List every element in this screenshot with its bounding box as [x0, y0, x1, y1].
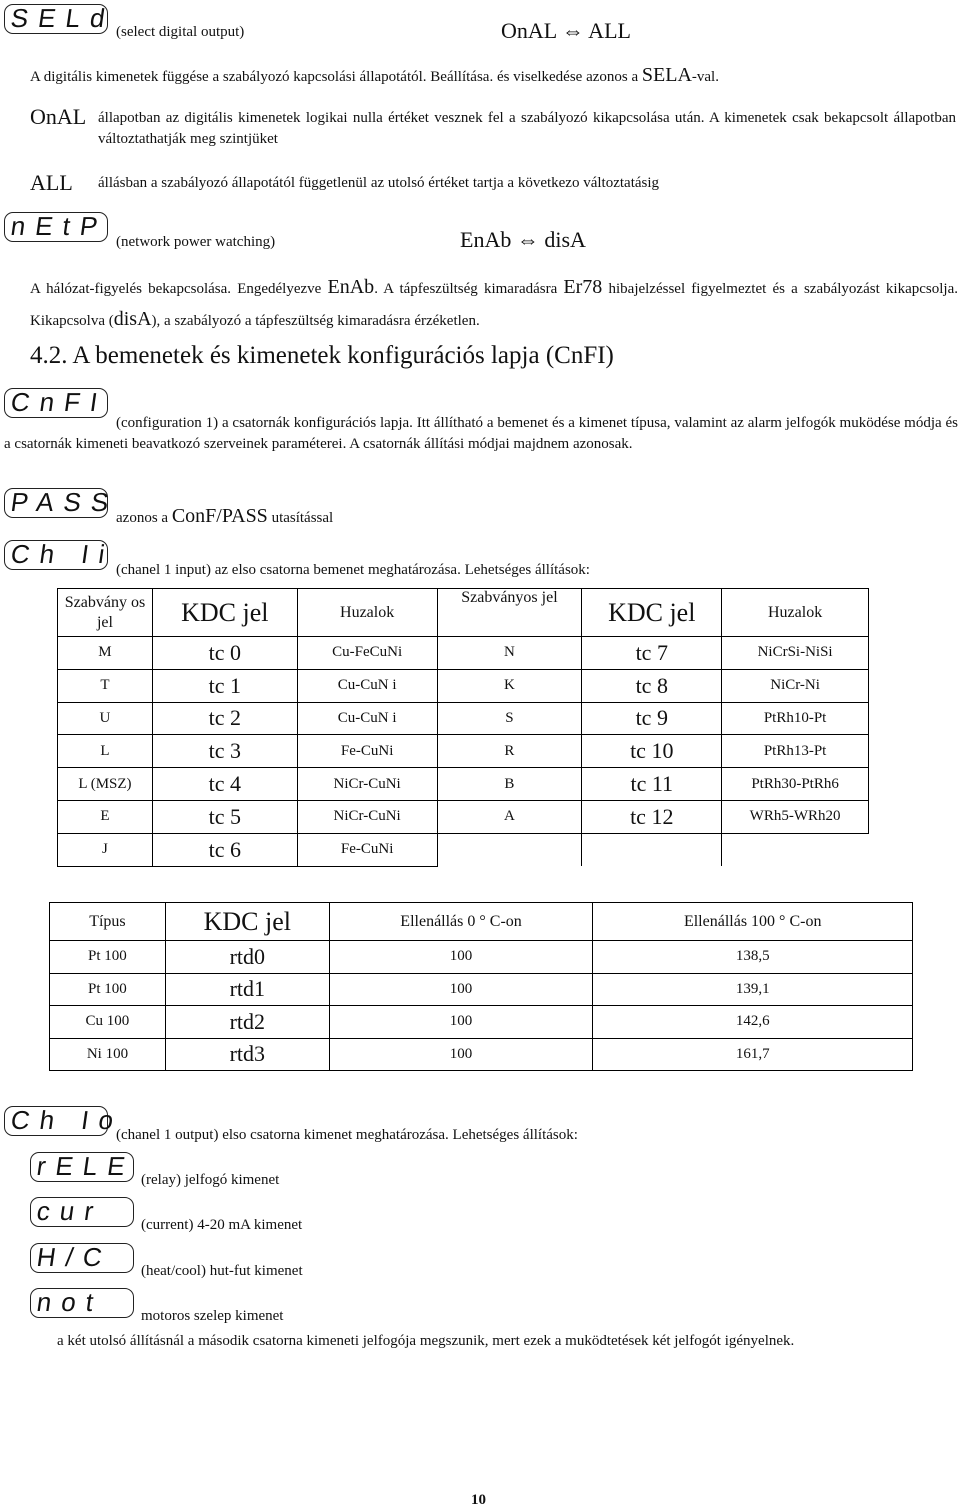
chio-code: Ch Io — [8, 1105, 126, 1135]
rtd-table-cell: 139,1 — [593, 973, 913, 1006]
tc-header-cell: Szabványos jel — [437, 589, 582, 637]
tc-table-row — [58, 833, 869, 866]
rtd-table-row — [50, 1038, 913, 1071]
output-option-display — [30, 1151, 137, 1182]
tc-table-cell: Fe-CuNi — [297, 833, 437, 866]
rtd-table-cell: rtd0 — [165, 941, 329, 974]
rtd-table-cell: 161,7 — [593, 1038, 913, 1071]
output-option-code: cur — [34, 1196, 106, 1226]
tc-table-cell: tc 3 — [152, 735, 297, 768]
tc-header-row — [58, 589, 869, 637]
chii-code: Ch Ii — [8, 539, 117, 569]
tc-table-cell: NiCr-CuNi — [297, 800, 437, 833]
tc-table-row — [58, 702, 869, 735]
pass-text — [116, 505, 333, 528]
disa-term: disA — [113, 308, 152, 330]
tc-table-cell: WRh5-WRh20 — [722, 800, 869, 833]
tc-table-cell: tc 11 — [582, 768, 722, 801]
rtd-table-cell: Pt 100 — [50, 941, 166, 974]
tc-table-cell: tc 10 — [582, 735, 722, 768]
er78-term: Er78 — [563, 276, 603, 298]
tc-table-cell: B — [437, 768, 582, 801]
netp-paragraph — [30, 272, 958, 336]
rtd-table-cell: rtd1 — [165, 973, 329, 1006]
all-text: állásban a szabályozó állapotától függetlenül az utolsó értéket tartja a következo változtatásig — [98, 175, 660, 191]
tc-table-cell: Cu-CuN i — [297, 702, 437, 735]
rtd-table-cell: Pt 100 — [50, 973, 166, 1006]
tc-header-cell: Huzalok — [297, 589, 437, 637]
rtd-table-cell: rtd3 — [165, 1038, 329, 1071]
rtd-table-row — [50, 941, 913, 974]
tc-table-cell: NiCr-CuNi — [297, 768, 437, 801]
seld-paragraph-text: A digitális kimenetek függése a szabályozó kapcsolási állapotától. Beállítása. és viselkedése azonos a — [30, 69, 642, 85]
netp-options: EnAb ⇔ disA — [460, 227, 586, 252]
tc-table-cell: tc 5 — [152, 800, 297, 833]
pass-display — [4, 487, 121, 518]
rtd-table-cell: 138,5 — [593, 941, 913, 974]
rtd-table-cell: 100 — [329, 1038, 593, 1071]
rtd-table-cell: rtd2 — [165, 1006, 329, 1039]
rtd-table-cell: 100 — [329, 941, 593, 974]
tc-table-cell: PtRh10-Pt — [722, 702, 869, 735]
tc-table-row — [58, 768, 869, 801]
tc-table-row — [58, 735, 869, 768]
pass-text-2: utasítással — [267, 510, 334, 526]
output-option-description: (heat/cool) hut-fut kimenet — [141, 1263, 303, 1279]
onal-label: OnAL — [30, 104, 87, 129]
output-option-code: not — [34, 1287, 106, 1317]
tc-table-cell — [437, 833, 582, 866]
tc-header-cell: KDC jel — [582, 589, 722, 637]
footer-note: a két utolsó állításnál a második csatorna kimeneti jelfogója megszunik, mert ezek a muködtetések két jelfogót igényelnek. — [57, 1333, 795, 1349]
output-option-code: rELE — [34, 1151, 137, 1181]
netp-description: (network power watching) — [116, 234, 276, 250]
tc-table-cell: tc 2 — [152, 702, 297, 735]
seld-options: OnAL ⇔ ALL — [501, 18, 631, 43]
cnfi-text: (configuration 1) a csatornák konfigurációs lapja. Itt állítható a bemenet és a kimenet típusa, valamint az alarm jelfogók muködése módja és a csatornák kimeneti beavatkozó szerveinek paraméterei. A csatornák állítási módjai majdnem azonosak. — [4, 415, 958, 452]
tc-table-cell: S — [437, 702, 582, 735]
netp-text-1: A hálózat-figyelés bekapcsolása. Engedélyezve — [30, 281, 328, 297]
seld-description: (select digital output) — [116, 24, 245, 40]
tc-table-cell: tc 9 — [582, 702, 722, 735]
chio-description: (chanel 1 output) elso csatorna kimenet meghatározása. Lehetséges állítások: — [116, 1127, 578, 1143]
output-option-display — [30, 1243, 134, 1273]
tc-table-cell: N — [437, 637, 582, 670]
chii-display — [4, 539, 117, 570]
tc-table-cell: L — [58, 735, 153, 768]
rtd-table-cell: 100 — [329, 1006, 593, 1039]
tc-table-cell — [582, 833, 722, 866]
cnfi-code: CnFI — [8, 387, 110, 417]
tc-table-cell: A — [437, 800, 582, 833]
tc-table-cell: tc 8 — [582, 669, 722, 702]
seld-paragraph — [30, 64, 719, 87]
tc-table-cell: tc 7 — [582, 637, 722, 670]
tc-table-cell: M — [58, 637, 153, 670]
tc-table-cell: tc 6 — [152, 833, 297, 866]
tc-table-cell: tc 12 — [582, 800, 722, 833]
tc-table-cell: tc 0 — [152, 637, 297, 670]
output-option-description: (relay) jelfogó kimenet — [141, 1172, 280, 1188]
tc-table-cell: PtRh13-Pt — [722, 735, 869, 768]
netp-text-4: ), a szabályozó a tápfeszültség kimaradásra érzéketlen. — [151, 313, 480, 329]
conf-pass-term: ConF/PASS — [171, 505, 268, 527]
onal-text: állapotban az digitális kimenetek logikai nulla értéket vesznek fel a szabályozó kikapcsolása után. A kimenetek csak bekapcsolt állapotban változtathatják meg szintjüket — [98, 110, 956, 147]
tc-table-cell: Fe-CuNi — [297, 735, 437, 768]
tc-table-cell: T — [58, 669, 153, 702]
tc-table-cell: Cu-CuN i — [297, 669, 437, 702]
output-option-description: (current) 4-20 mA kimenet — [141, 1217, 303, 1233]
output-option-description: motoros szelep kimenet — [141, 1308, 284, 1324]
all-label: ALL — [30, 170, 73, 195]
tc-table-cell: K — [437, 669, 582, 702]
rtd-table-cell: Cu 100 — [50, 1006, 166, 1039]
tc-table-cell — [722, 833, 869, 866]
tc-table-cell: Cu-FeCuNi — [297, 637, 437, 670]
netp-code: nEtP — [8, 211, 110, 241]
tc-table-cell: NiCrSi-NiSi — [722, 637, 869, 670]
output-option-code: H/C — [34, 1242, 114, 1272]
rtd-table-cell: 142,6 — [593, 1006, 913, 1039]
tc-table-cell: J — [58, 833, 153, 866]
seld-display — [4, 3, 117, 34]
tc-table-cell: NiCr-Ni — [722, 669, 869, 702]
rtd-header-row — [50, 903, 913, 941]
tc-table-row — [58, 800, 869, 833]
seld-code: SELd — [8, 3, 117, 33]
rtd-header-cell: KDC jel — [165, 903, 329, 941]
pass-text-1: azonos a — [116, 510, 172, 526]
netp-display — [4, 212, 108, 242]
tc-table-cell: U — [58, 702, 153, 735]
tc-table-row — [58, 669, 869, 702]
chio-display — [4, 1105, 126, 1136]
tc-header-cell: Huzalok — [722, 589, 869, 637]
tc-header-cell: KDC jel — [152, 589, 297, 637]
output-option-display — [30, 1197, 134, 1227]
output-option-display — [30, 1288, 134, 1318]
netp-text-2: . A tápfeszültség kimaradásra — [374, 281, 564, 297]
section-heading: 4.2. A bemenetek és kimenetek konfigurációs lapja (CnFI) — [30, 342, 614, 369]
rtd-header-cell: Ellenállás 100 ° C-on — [593, 903, 913, 941]
chii-description: (chanel 1 input) az elso csatorna bemenet meghatározása. Lehetséges állítások: — [116, 562, 590, 578]
tc-header-cell: Szabvány os jel — [58, 589, 153, 637]
tc-table-cell: PtRh30-PtRh6 — [722, 768, 869, 801]
tc-table-cell: tc 1 — [152, 669, 297, 702]
rtd-header-cell: Típus — [50, 903, 166, 941]
tc-table-cell: tc 4 — [152, 768, 297, 801]
netp-text-3: hibajelzéssel figyelmeztet és a szabályozást kikapcsolja. Kikapcsolva ( — [30, 281, 958, 329]
page-number: 10 — [471, 1492, 486, 1508]
rtd-table-cell: 100 — [329, 973, 593, 1006]
sela-term: SELA — [641, 64, 692, 86]
pass-code: PASS — [8, 487, 121, 517]
enab-term: EnAb — [327, 276, 375, 298]
rtd-table-row — [50, 973, 913, 1006]
rtd-table-cell: Ni 100 — [50, 1038, 166, 1071]
rtd-table — [49, 902, 913, 1071]
tc-table-cell: R — [437, 735, 582, 768]
rtd-header-cell: Ellenállás 0 ° C-on — [329, 903, 593, 941]
rtd-table-row — [50, 1006, 913, 1039]
tc-table-row — [58, 637, 869, 670]
tc-table-cell: L (MSZ) — [58, 768, 153, 801]
tc-table-cell: E — [58, 800, 153, 833]
thermocouple-table — [57, 588, 869, 867]
seld-paragraph-end: -val. — [691, 69, 719, 85]
